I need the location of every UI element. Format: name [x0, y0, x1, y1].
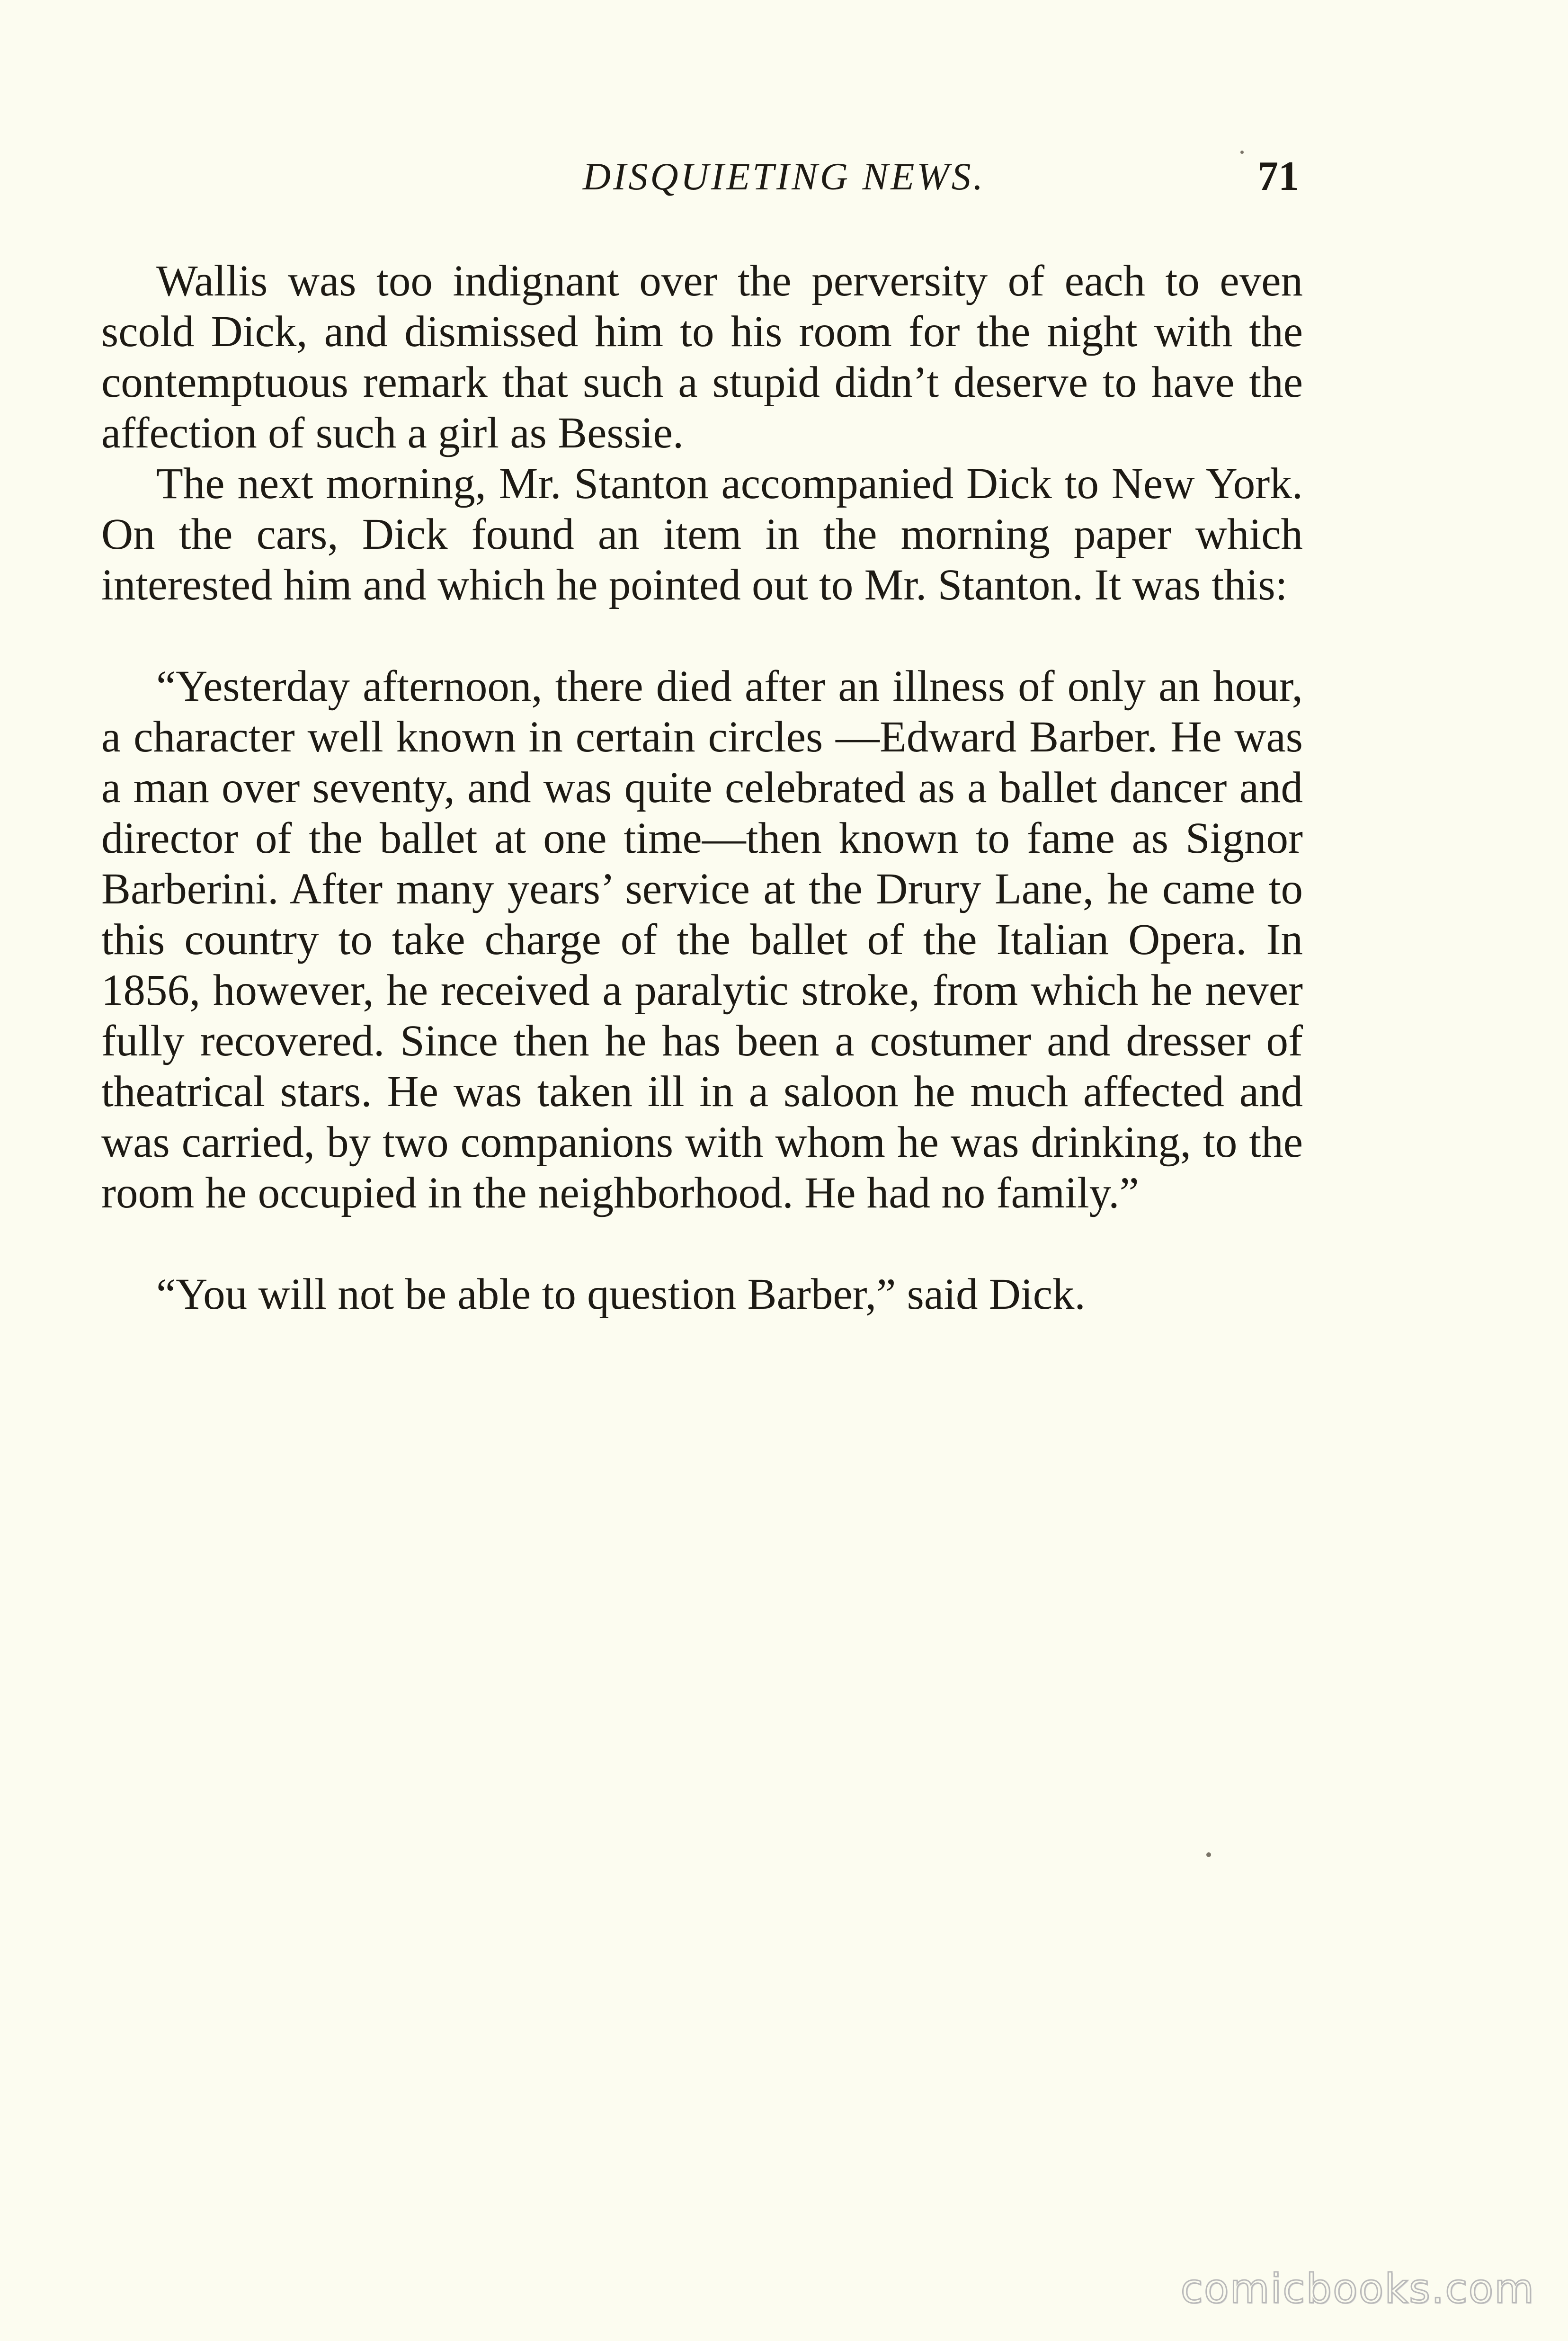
running-head: [0, 151, 1568, 203]
paragraph-1: Wallis was too indignant over the perversity of each to even scold Dick, and dismissed him to his room for the night with the contemptuous remark that such a stupid didn’t deserve to have the affection of such a girl as Bessie.: [101, 257, 1303, 457]
body-text: [101, 256, 1303, 1320]
watermark: comicbooks.com: [1180, 2265, 1535, 2313]
page-number: 71: [1257, 153, 1299, 199]
running-title: DISQUIETING NEWS.: [582, 155, 986, 198]
ink-speck: [1240, 151, 1244, 154]
ink-speck: [1206, 1852, 1211, 1857]
newspaper-quote: “Yesterday afternoon, there died after an illness of only an hour, a character well known in certain circles —Edward Barber. He was a man over seventy, and was quite celebrated as a ballet dancer and director of the ballet at one time—then known to fame as Signor Barberini. After many years’ service at the Drury Lane, he came to this country to take charge of the ballet of the Italian Opera. In 1856, however, he received a paralytic stroke, from which he never fully recovered. Since then he has been a costumer and dresser of theatrical stars. He was taken ill in a saloon he much affected and was carried, by two companions with whom he was drinking, to the room he occupied in the neighborhood. He had no family.”: [101, 662, 1303, 1217]
paragraph-4: “You will not be able to question Barber,” said Dick.: [156, 1270, 1086, 1319]
paragraph-2: The next morning, Mr. Stanton accompanied Dick to New York. On the cars, Dick found an item in the morning paper which interested him and which he pointed out to Mr. Stanton. It was this:: [101, 459, 1303, 609]
